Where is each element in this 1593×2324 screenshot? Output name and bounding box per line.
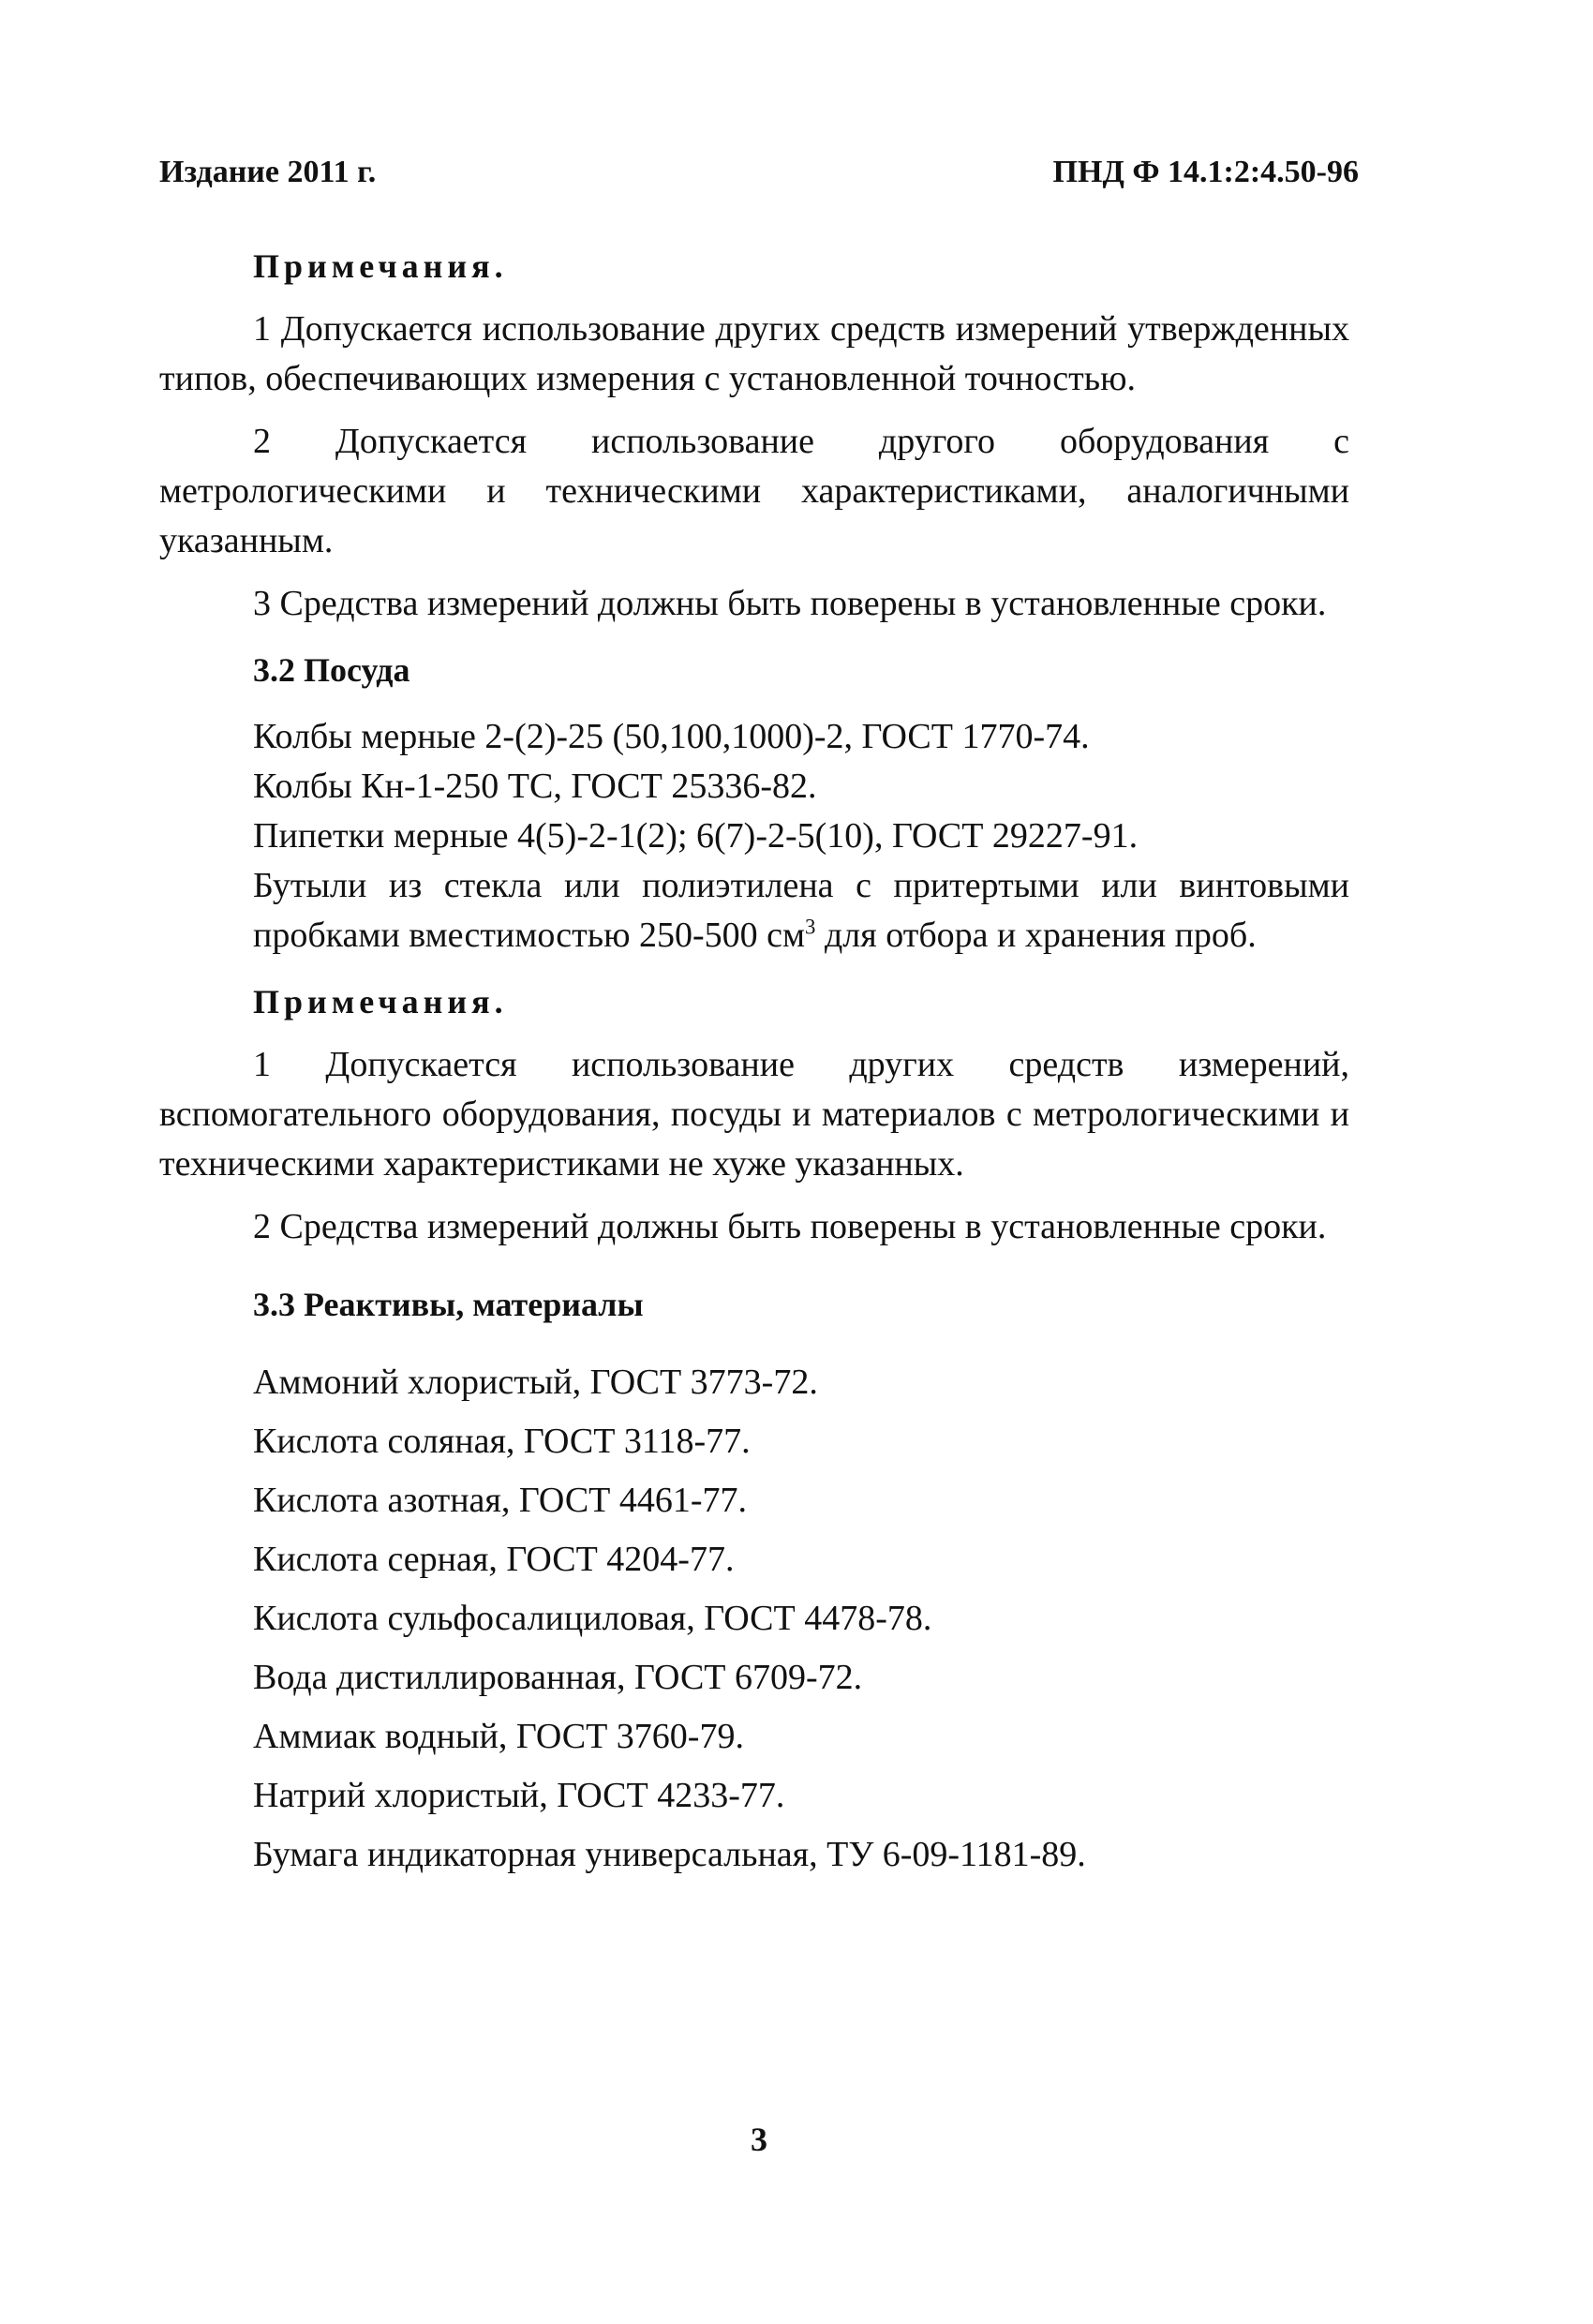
note-item: 1 Допускается использование других средств измерений, вспомогательного оборудования, посуды и материалов с метрологическими и техническими характеристиками не хуже указанных. [159, 1045, 1349, 1184]
reagent-item: Кислота сульфосалициловая, ГОСТ 4478-78. [253, 1599, 932, 1638]
note-item: 2 Допускается использование другого оборудования с метрологическими и техническими характеристиками, аналогичными указанным. [159, 422, 1349, 560]
note-item: 2 Средства измерений должны быть поверены в установленные сроки. [253, 1207, 1327, 1246]
reagents-list [159, 1358, 1349, 1880]
reagent-item: Вода дистиллированная, ГОСТ 6709-72. [253, 1658, 863, 1697]
page-number: 3 [751, 2121, 767, 2158]
reagent-item: Кислота серная, ГОСТ 4204-77. [253, 1540, 735, 1579]
bottles-text-end: для отбора и хранения проб. [815, 916, 1257, 955]
reagent-item: Бумага индикаторная универсальная, ТУ 6-09-1181-89. [253, 1835, 1086, 1874]
glassware-bottles [253, 861, 1349, 961]
note-item: 3 Средства измерений должны быть поверены в установленные сроки. [253, 584, 1327, 623]
reagent-item: Аммоний хлористый, ГОСТ 3773-72. [253, 1363, 818, 1402]
section-title-reagents: 3.3 Реактивы, материалы [253, 1286, 644, 1323]
page-content [159, 242, 1349, 1889]
note-item: 1 Допускается использование других средств измерений утвержденных типов, обеспечивающих измерения с установленной точностью. [159, 309, 1349, 398]
reagent-item: Кислота азотная, ГОСТ 4461-77. [253, 1481, 748, 1520]
notes-title: Примечания. [253, 247, 508, 285]
reagent-item: Аммиак водный, ГОСТ 3760-79. [253, 1717, 744, 1756]
glassware-item: Пипетки мерные 4(5)-2-1(2); 6(7)-2-5(10), ГОСТ 29227-91. [253, 816, 1139, 856]
page-header [159, 155, 1359, 201]
edition-label: Издание 2011 г. [159, 155, 377, 189]
glassware-item: Колбы мерные 2-(2)-25 (50,100,1000)-2, ГОСТ 1770-74. [253, 717, 1090, 756]
bottles-text: Бутыли из стекла или полиэтилена с притертыми или винтовыми пробками вместимостью 250-500 см [253, 866, 1349, 955]
document-code: ПНД Ф 14.1:2:4.50-96 [1052, 155, 1359, 189]
notes-title: Примечания. [253, 983, 508, 1020]
section-title-glassware: 3.2 Посуда [253, 651, 410, 689]
reagent-item: Кислота соляная, ГОСТ 3118-77. [253, 1422, 751, 1461]
unit-superscript: 3 [805, 915, 816, 939]
glassware-item: Колбы Кн-1-250 ТС, ГОСТ 25336-82. [253, 767, 817, 806]
reagent-item: Натрий хлористый, ГОСТ 4233-77. [253, 1776, 785, 1815]
